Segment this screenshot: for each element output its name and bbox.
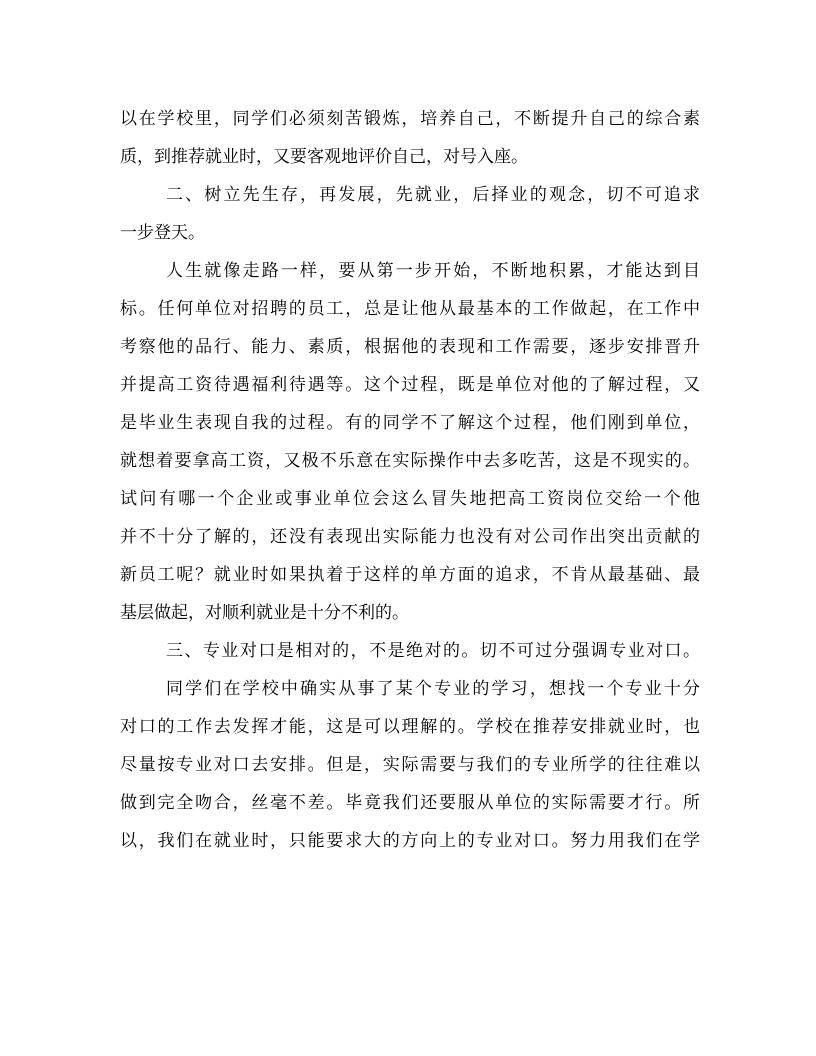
section-heading-continued: 一步登天。 <box>120 223 205 243</box>
text-line: 对口的工作去发挥才能，这是可以理解的。学校在推荐安排就业时，也 <box>120 717 700 737</box>
text-line: 并不十分了解的，还没有表现出实际能力也没有对公司作出突出贡献的 <box>120 527 700 547</box>
text-line: 并提高工资待遇福利待遇等。这个过程，既是单位对他的了解过程，又 <box>120 375 700 395</box>
text-line: 是毕业生表现自我的过程。有的同学不了解这个过程，他们刚到单位， <box>120 413 700 433</box>
text-line: 就想着要拿高工资，又极不乐意在实际操作中去多吃苦，这是不现实的。 <box>120 451 700 471</box>
text-line: 基层做起，对顺利就业是十分不利的。 <box>120 603 409 623</box>
paragraph-start: 同学们在学校中确实从事了某个专业的学习，想找一个专业十分 <box>166 679 700 699</box>
section-heading: 二、树立先生存，再发展，先就业，后择业的观念，切不可追求 <box>166 185 700 205</box>
text-line: 以，我们在就业时，只能要求大的方向上的专业对口。努力用我们在学 <box>120 831 700 851</box>
paragraph-start: 人生就像走路一样，要从第一步开始，不断地积累，才能达到目 <box>166 261 700 281</box>
text-line: 做到完全吻合，丝毫不差。毕竟我们还要服从单位的实际需要才行。所 <box>120 793 700 813</box>
document-body <box>120 100 700 860</box>
text-line: 以在学校里，同学们必须刻苦锻炼，培养自己，不断提升自己的综合素 <box>120 109 700 129</box>
text-line: 考察他的品行、能力、素质，根据他的表现和工作需要，逐步安排晋升 <box>120 337 700 357</box>
text-line: 尽量按专业对口去安排。但是，实际需要与我们的专业所学的往往难以 <box>120 755 700 775</box>
text-line: 标。任何单位对招聘的员工，总是让他从最基本的工作做起，在工作中 <box>120 299 700 319</box>
text-line: 质，到推荐就业时，又要客观地评价自己，对号入座。 <box>120 147 528 167</box>
section-heading: 三、专业对口是相对的，不是绝对的。切不可过分强调专业对口。 <box>166 641 700 661</box>
text-line: 试问有哪一个企业或事业单位会这么冒失地把高工资岗位交给一个他 <box>120 489 700 509</box>
text-line: 新员工呢？就业时如果执着于这样的单方面的追求，不肯从最基础、最 <box>120 565 700 585</box>
